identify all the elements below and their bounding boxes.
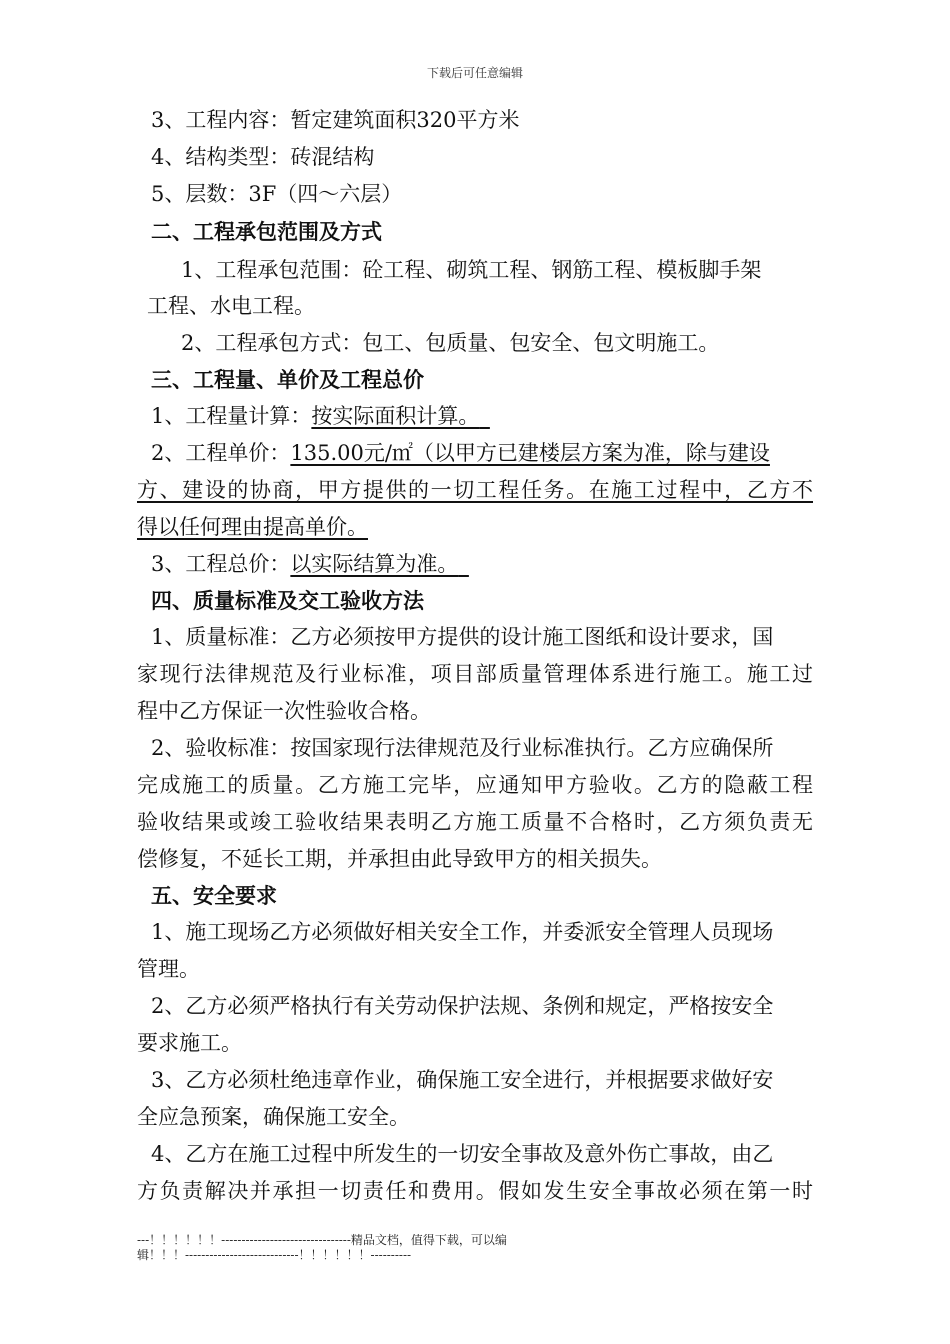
paragraph-line: 偿修复，不延长工期，并承担由此导致甲方的相关损失。 — [137, 847, 662, 871]
underlined-value: 135.00元/㎡（以甲方已建楼层方案为准，除与建设 — [290, 441, 770, 465]
paragraph-line: 2、工程承包方式：包工、包质量、包安全、包文明施工。 — [181, 331, 720, 355]
paragraph-line: 1、工程承包范围：砼工程、砌筑工程、钢筋工程、模板脚手架 — [181, 258, 762, 282]
footer-line: ---！！！！！！--------------------------------精品文档，值得下载，可以编 — [137, 1233, 507, 1247]
line-label: 3、工程总价： — [151, 552, 291, 576]
paragraph-line: 家现行法律规范及行业标准，项目部质量管理体系进行施工。施工过 — [137, 662, 813, 686]
section-heading: 四、质量标准及交工验收方法 — [151, 588, 424, 613]
paragraph-line: 3、工程内容：暂定建筑面积320平方米 — [151, 108, 520, 132]
paragraph-line: 全应急预案，确保施工安全。 — [137, 1105, 410, 1129]
page-header: 下载后可任意编辑 — [426, 66, 523, 80]
page-footer — [137, 1233, 507, 1263]
paragraph-line — [151, 402, 490, 430]
underlined-value: 按实际面积计算。 — [311, 404, 480, 428]
paragraph-line: 3、乙方必须杜绝违章作业，确保施工安全进行，并根据要求做好安 — [151, 1068, 774, 1092]
paragraph-line: 管理。 — [137, 957, 200, 981]
section-heading: 二、工程承包范围及方式 — [151, 219, 382, 244]
paragraph-line — [151, 439, 770, 467]
paragraph-line: 4、乙方在施工过程中所发生的一切安全事故及意外伤亡事故，由乙 — [151, 1142, 774, 1166]
underlined-value: 以实际结算为准。 — [290, 552, 459, 576]
paragraph-line: 1、质量标准：乙方必须按甲方提供的设计施工图纸和设计要求，国 — [151, 625, 774, 649]
paragraph-line: 2、乙方必须严格执行有关劳动保护法规、条例和规定，严格按安全 — [151, 994, 774, 1018]
paragraph-line: 1、施工现场乙方必须做好相关安全工作，并委派安全管理人员现场 — [151, 920, 774, 944]
paragraph-line: 程中乙方保证一次性验收合格。 — [137, 699, 431, 723]
line-label: 1、工程量计算： — [151, 404, 312, 428]
paragraph-line — [151, 550, 469, 578]
paragraph-line: 方负责解决并承担一切责任和费用。假如发生安全事故必须在第一时 — [137, 1179, 813, 1203]
section-heading: 五、安全要求 — [151, 883, 277, 908]
paragraph-line: 完成施工的质量。乙方施工完毕，应通知甲方验收。乙方的隐蔽工程 — [137, 773, 813, 797]
paragraph-line: 工程、水电工程。 — [147, 294, 315, 318]
paragraph-line: 得以任何理由提高单价。 — [137, 515, 368, 539]
paragraph-line: 方、建设的协商，甲方提供的一切工程任务。在施工过程中，乙方不 — [137, 478, 813, 502]
paragraph-line: 要求施工。 — [137, 1031, 242, 1055]
line-label: 2、工程单价： — [151, 441, 291, 465]
paragraph-line: 验收结果或竣工验收结果表明乙方施工质量不合格时，乙方须负责无 — [137, 810, 813, 834]
section-heading: 三、工程量、单价及工程总价 — [151, 367, 424, 392]
paragraph-line: 4、结构类型：砖混结构 — [151, 145, 375, 169]
paragraph-line: 5、层数：3F（四～六层） — [151, 182, 403, 206]
paragraph-line: 2、验收标准：按国家现行法律规范及行业标准执行。乙方应确保所 — [151, 736, 774, 760]
footer-line: 辑！！！----------------------------！！！！！！---------- — [137, 1248, 412, 1262]
